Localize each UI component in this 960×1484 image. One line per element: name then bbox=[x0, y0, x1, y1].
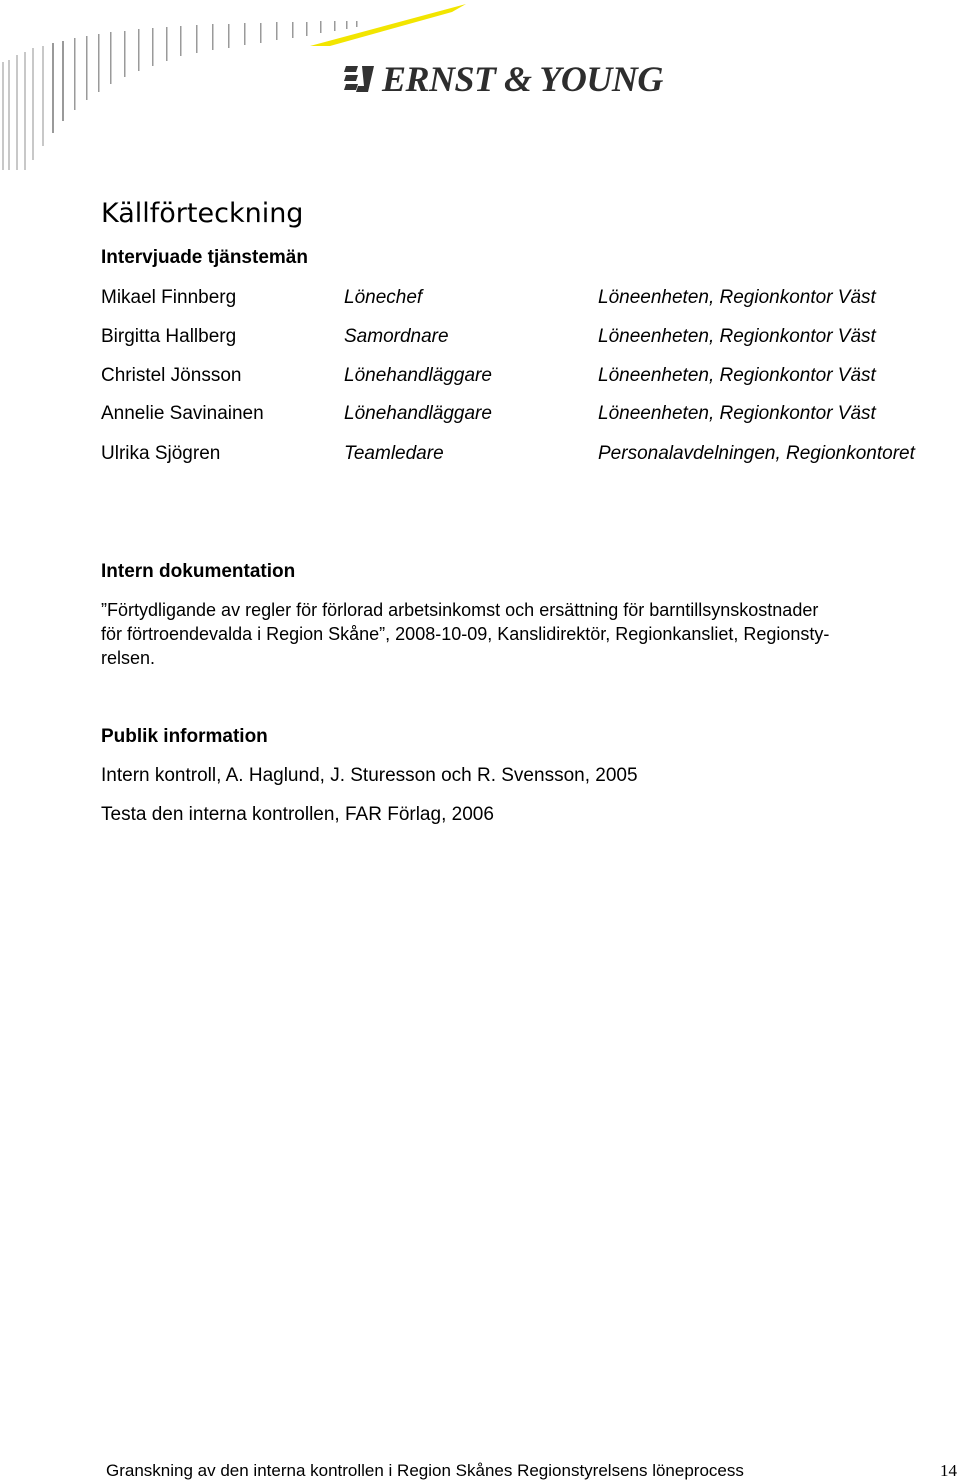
interviewee-department: Löneenheten, Regionkontor Väst bbox=[598, 365, 876, 386]
decorative-bar bbox=[42, 46, 44, 146]
interviewee-role: Lönechef bbox=[344, 287, 423, 308]
text-line: för förtroendevalda i Region Skåne”, 2008-10-09, Kanslidirektör, Regionkansliet, Regionsty- bbox=[101, 624, 830, 644]
interviewee-department: Löneenheten, Regionkontor Väst bbox=[598, 326, 876, 347]
interviewee-name: Annelie Savinainen bbox=[101, 403, 264, 424]
reference-item: Testa den interna kontrollen, FAR Förlag, 2006 bbox=[101, 804, 494, 825]
decorative-bar bbox=[110, 32, 112, 84]
text-line: relsen. bbox=[101, 648, 156, 668]
decorative-bar bbox=[334, 21, 336, 31]
page-footer: Granskning av den interna kontrollen i Region Skånes Regionstyrelsens löneprocess bbox=[106, 1461, 744, 1480]
interviewee-department: Personalavdelningen, Regionkontoret bbox=[598, 443, 915, 464]
text-line: ”Förtydligande av regler för förlorad arbetsinkomst och ersättning för barntillsynskostnader bbox=[101, 600, 819, 620]
decorative-bar bbox=[356, 21, 358, 27]
decorative-bar bbox=[74, 38, 76, 110]
interviewee-department: Löneenheten, Regionkontor Väst bbox=[598, 403, 876, 424]
decorative-bar bbox=[306, 22, 308, 36]
page-title: Källförteckning bbox=[101, 198, 304, 229]
decorative-bar bbox=[138, 29, 140, 71]
interviewee-name: Birgitta Hallberg bbox=[101, 326, 237, 347]
company-logo: ERNST & YOUNG bbox=[382, 59, 663, 99]
decorative-bar bbox=[8, 60, 10, 170]
interviewee-row bbox=[101, 365, 960, 391]
internal-documentation-text bbox=[101, 598, 941, 670]
ernst-young-logo-mark-icon bbox=[344, 64, 378, 94]
interviewee-department: Löneenheten, Regionkontor Väst bbox=[598, 287, 876, 308]
section-heading-public: Publik information bbox=[101, 726, 268, 747]
decorative-bar bbox=[212, 24, 214, 50]
section-heading-internal: Intern dokumentation bbox=[101, 561, 296, 582]
yellow-swoosh-decoration bbox=[310, 4, 466, 46]
decorative-bar bbox=[152, 28, 154, 66]
decorative-bar bbox=[86, 36, 88, 100]
decorative-bar bbox=[32, 48, 34, 160]
decorative-bar bbox=[260, 23, 262, 43]
decorative-bar bbox=[24, 52, 26, 170]
decorative-bar bbox=[2, 62, 4, 170]
interviewee-role: Teamledare bbox=[344, 443, 444, 464]
decorative-bar bbox=[228, 24, 230, 48]
interviewee-name: Christel Jönsson bbox=[101, 365, 242, 386]
interviewee-row bbox=[101, 326, 960, 352]
decorative-bar bbox=[62, 41, 64, 121]
decorative-bar bbox=[52, 43, 54, 133]
decorative-bar bbox=[98, 34, 100, 92]
decorative-bar bbox=[196, 25, 198, 53]
reference-item: Intern kontroll, A. Haglund, J. Sturesson och R. Svensson, 2005 bbox=[101, 765, 638, 786]
decorative-bar bbox=[124, 31, 126, 77]
decorative-bar bbox=[276, 22, 278, 40]
decorative-bar bbox=[16, 55, 18, 170]
interviewee-name: Mikael Finnberg bbox=[101, 287, 237, 308]
decorative-bar bbox=[180, 26, 182, 56]
interviewee-role: Samordnare bbox=[344, 326, 449, 347]
decorative-bar bbox=[320, 21, 322, 33]
decorative-bar bbox=[292, 22, 294, 38]
page-number: 14 bbox=[940, 1461, 957, 1480]
interviewee-row bbox=[101, 403, 960, 429]
interviewee-role: Lönehandläggare bbox=[344, 365, 492, 386]
interviewee-name: Ulrika Sjögren bbox=[101, 443, 221, 464]
decorative-bar bbox=[166, 27, 168, 61]
interviewee-row bbox=[101, 443, 960, 469]
section-heading-interviewed: Intervjuade tjänstemän bbox=[101, 247, 308, 268]
interviewee-role: Lönehandläggare bbox=[344, 403, 492, 424]
decorative-bar bbox=[346, 21, 348, 29]
interviewee-row bbox=[101, 287, 960, 313]
decorative-bar bbox=[244, 23, 246, 45]
